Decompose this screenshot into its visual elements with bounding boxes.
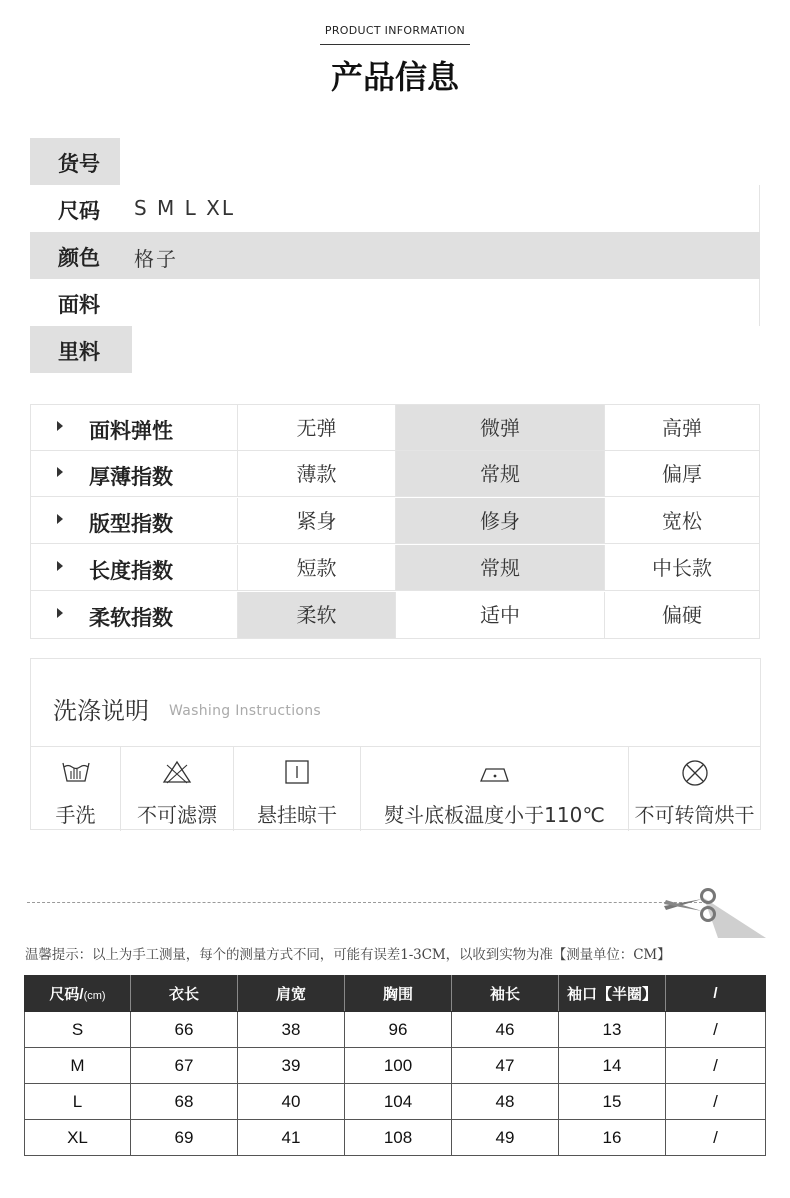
table-cell: 40 xyxy=(238,1084,345,1120)
info-label: 颜色 xyxy=(58,246,100,270)
triangle-right-icon xyxy=(57,608,63,618)
info-label: 尺码 xyxy=(58,199,100,223)
table-cell: / xyxy=(666,1012,766,1048)
size-table-header: 胸围 xyxy=(345,976,452,1012)
size-header-label: 尺码/ xyxy=(49,986,84,1003)
info-label-cell xyxy=(30,326,132,373)
info-label: 里料 xyxy=(58,340,100,364)
no-tumble-dry-icon xyxy=(680,759,710,787)
table-cell: S xyxy=(25,1012,131,1048)
size-table xyxy=(24,975,766,1156)
header-subtitle: PRODUCT INFORMATION xyxy=(324,24,466,37)
washing-label: 手洗 xyxy=(55,803,96,827)
attribute-row xyxy=(31,545,759,591)
attribute-row xyxy=(31,451,759,497)
attribute-option: 偏厚 xyxy=(662,462,702,486)
attribute-option-selected: 柔软 xyxy=(238,592,396,638)
info-row-item-no xyxy=(30,138,120,185)
attribute-option: 无弹 xyxy=(238,405,396,450)
washing-title-en: Washing Instructions xyxy=(169,703,322,719)
table-cell: / xyxy=(666,1084,766,1120)
size-table-header: 袖长 xyxy=(452,976,559,1012)
hand-wash-icon xyxy=(61,759,91,785)
size-table-header: 衣长 xyxy=(131,976,238,1012)
table-cell: 14 xyxy=(559,1048,666,1084)
attribute-name: 面料弹性 xyxy=(89,419,173,443)
info-row-lining xyxy=(30,326,132,373)
table-cell: 47 xyxy=(452,1048,559,1084)
attribute-option: 紧身 xyxy=(238,498,396,543)
size-table-header-row xyxy=(25,976,766,1012)
table-row xyxy=(25,1048,766,1084)
size-table-header: 肩宽 xyxy=(238,976,345,1012)
attribute-option: 短款 xyxy=(238,545,396,590)
table-cell: 104 xyxy=(345,1084,452,1120)
info-label-cell xyxy=(30,232,120,279)
attribute-name-cell xyxy=(31,592,238,638)
attribute-option-selected: 微弹 xyxy=(396,405,605,450)
table-row xyxy=(25,1012,766,1048)
washing-label: 悬挂晾干 xyxy=(257,803,337,827)
washing-label: 不可转筒烘干 xyxy=(634,803,755,827)
attribute-option: 高弹 xyxy=(662,416,702,440)
table-cell: M xyxy=(25,1048,131,1084)
washing-grid xyxy=(31,746,760,831)
info-label-cell xyxy=(30,185,120,232)
attribute-option-selected: 常规 xyxy=(396,545,605,590)
washing-item xyxy=(234,747,361,831)
size-table-header xyxy=(25,976,131,1012)
size-table-header: / xyxy=(666,976,766,1012)
info-label: 货号 xyxy=(58,152,100,176)
triangle-right-icon xyxy=(57,421,63,431)
table-cell: XL xyxy=(25,1120,131,1156)
table-cell: 100 xyxy=(345,1048,452,1084)
table-cell: 96 xyxy=(345,1012,452,1048)
washing-label: 不可滤漂 xyxy=(137,803,217,827)
table-cell: 39 xyxy=(238,1048,345,1084)
table-cell: 15 xyxy=(559,1084,666,1120)
table-cell: / xyxy=(666,1120,766,1156)
attribute-name: 厚薄指数 xyxy=(89,465,173,489)
attribute-row xyxy=(31,405,759,451)
washing-item xyxy=(361,747,629,831)
info-value: 格子 xyxy=(134,247,178,271)
info-row-size xyxy=(30,185,760,232)
attribute-name-cell xyxy=(31,451,238,496)
attribute-row xyxy=(31,592,759,638)
info-row-color xyxy=(30,232,760,279)
attribute-option: 中长款 xyxy=(652,556,712,580)
table-cell: 49 xyxy=(452,1120,559,1156)
table-cell: 67 xyxy=(131,1048,238,1084)
attribute-table xyxy=(30,404,760,639)
attribute-name-cell xyxy=(31,545,238,590)
triangle-right-icon xyxy=(57,561,63,571)
washing-title: 洗涤说明 xyxy=(53,697,149,725)
table-cell: 48 xyxy=(452,1084,559,1120)
measurement-tip: 温馨提示：以上为手工测量，每个的测量方式不同，可能有误差1-3CM，以收到实物为准【测量单位：CM】 xyxy=(25,947,671,963)
table-cell: 13 xyxy=(559,1012,666,1048)
info-value: S M L XL xyxy=(134,196,236,220)
info-label: 面料 xyxy=(58,293,100,317)
table-cell: 41 xyxy=(238,1120,345,1156)
attribute-option: 适中 xyxy=(396,592,605,638)
attribute-option-selected: 修身 xyxy=(396,498,605,543)
table-cell: 108 xyxy=(345,1120,452,1156)
table-cell: 16 xyxy=(559,1120,666,1156)
table-cell: 69 xyxy=(131,1120,238,1156)
triangle-right-icon xyxy=(57,514,63,524)
washing-section xyxy=(30,658,761,830)
washing-item xyxy=(121,747,234,831)
washing-item xyxy=(629,747,760,831)
hang-dry-icon xyxy=(283,759,311,785)
table-row xyxy=(25,1120,766,1156)
table-cell: / xyxy=(666,1048,766,1084)
no-bleach-icon xyxy=(161,759,193,785)
attribute-option: 宽松 xyxy=(662,509,702,533)
title-divider xyxy=(320,44,470,45)
attribute-row xyxy=(31,498,759,544)
table-row xyxy=(25,1084,766,1120)
attribute-name: 柔软指数 xyxy=(89,606,173,630)
attribute-name: 版型指数 xyxy=(89,512,173,536)
attribute-name: 长度指数 xyxy=(89,559,173,583)
size-header-unit: (cm) xyxy=(83,990,106,1002)
washing-label: 熨斗底板温度小于110℃ xyxy=(384,803,605,827)
iron-low-icon xyxy=(478,759,512,785)
attribute-option: 偏硬 xyxy=(662,603,702,627)
table-cell: 68 xyxy=(131,1084,238,1120)
scissors-icon xyxy=(658,884,768,944)
info-row-fabric xyxy=(30,279,760,326)
attribute-name-cell xyxy=(31,498,238,543)
size-table-header: 袖口【半圈】 xyxy=(559,976,666,1012)
table-cell: 46 xyxy=(452,1012,559,1048)
triangle-right-icon xyxy=(57,467,63,477)
attribute-name-cell xyxy=(31,405,238,450)
table-cell: L xyxy=(25,1084,131,1120)
cut-line xyxy=(27,902,707,903)
info-label-cell xyxy=(30,279,120,326)
info-label-cell xyxy=(30,138,120,185)
table-cell: 38 xyxy=(238,1012,345,1048)
attribute-option-selected: 常规 xyxy=(396,451,605,496)
table-cell: 66 xyxy=(131,1012,238,1048)
washing-item xyxy=(31,747,121,831)
page-title: 产品信息 xyxy=(330,58,459,96)
attribute-option: 薄款 xyxy=(238,451,396,496)
